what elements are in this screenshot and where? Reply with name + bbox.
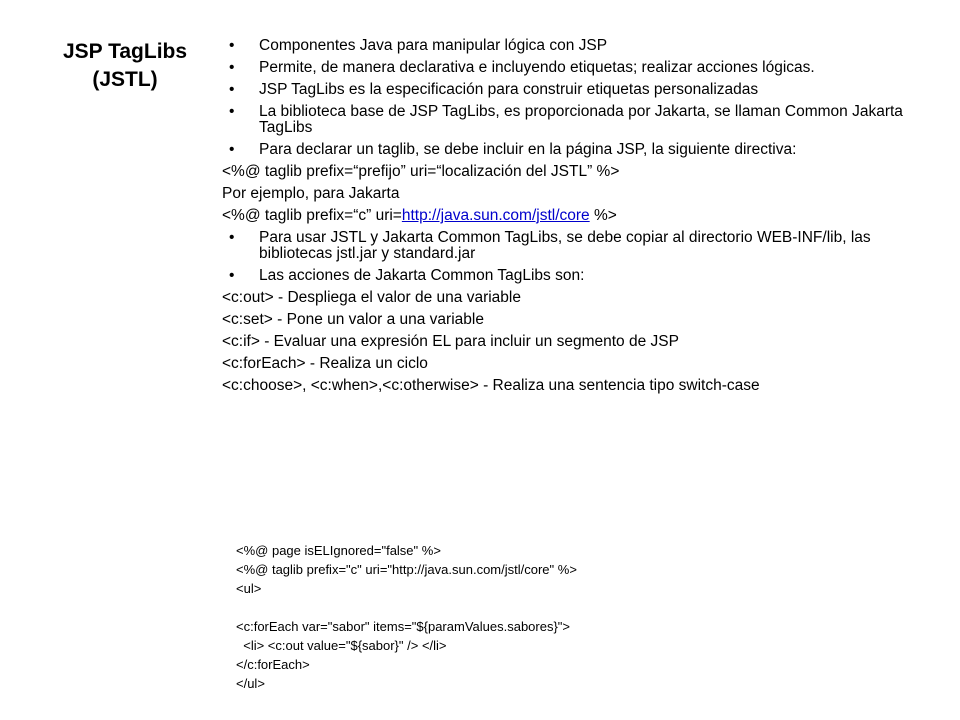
bullet-item: • Para declarar un taglib, se debe incluir en la página JSP, la siguiente directiva: <box>222 142 942 158</box>
code-line: </ul> <box>236 676 265 691</box>
code-line: <%@ page isELIgnored="false" %> <box>236 543 441 558</box>
bullet-item: • Para usar JSTL y Jakarta Common TagLibs, se debe copiar al directorio WEB-INF/lib, las bibliotecas jstl.jar y standard.jar <box>222 230 942 262</box>
slide-title-line1: JSP TagLibs <box>62 40 188 63</box>
code-line <box>236 598 577 617</box>
bullet-item: • Las acciones de Jakarta Common TagLibs son: <box>222 268 942 284</box>
code-line: <ul> <box>236 581 262 596</box>
directive-line: <%@ taglib prefix=“prefijo” uri=“localización del JSTL” %> <box>222 163 620 180</box>
action-line: <c:choose>, <c:when>,<c:otherwise> - Realiza una sentencia tipo switch-case <box>222 377 760 394</box>
example-directive-prefix: <%@ taglib prefix=“c” uri= <box>222 207 402 224</box>
jstl-core-link[interactable]: http://java.sun.com/jstl/core <box>401 207 590 224</box>
code-line: <li> <c:out value="${sabor}" /> </li> <box>236 638 447 653</box>
slide-title <box>40 38 210 94</box>
slide-title-line2: (JSTL) <box>92 68 158 91</box>
action-line: <c:out> - Despliega el valor de una variable <box>222 289 521 306</box>
code-example <box>236 541 577 693</box>
bullet-item: • Permite, de manera declarativa e incluyendo etiquetas; realizar acciones lógicas. <box>222 60 942 76</box>
bullet-item: • JSP TagLibs es la especificación para construir etiquetas personalizadas <box>222 82 942 98</box>
example-caption: Por ejemplo, para Jakarta <box>222 185 400 202</box>
slide-content <box>222 38 942 400</box>
code-line: </c:forEach> <box>236 657 310 672</box>
example-directive-suffix: %> <box>589 207 617 224</box>
action-line: <c:if> - Evaluar una expresión EL para incluir un segmento de JSP <box>222 333 679 350</box>
action-line: <c:forEach> - Realiza un ciclo <box>222 355 428 372</box>
bullet-item: • La biblioteca base de JSP TagLibs, es proporcionada por Jakarta, se llaman Common Jakarta TagLibs <box>222 104 942 136</box>
code-line: <c:forEach var="sabor" items="${paramValues.sabores}"> <box>236 619 571 634</box>
bullet-item: • Componentes Java para manipular lógica con JSP <box>222 38 942 54</box>
action-line: <c:set> - Pone un valor a una variable <box>222 311 484 328</box>
example-directive <box>222 208 942 224</box>
code-line: <%@ taglib prefix="c" uri="http://java.sun.com/jstl/core" %> <box>236 562 577 577</box>
